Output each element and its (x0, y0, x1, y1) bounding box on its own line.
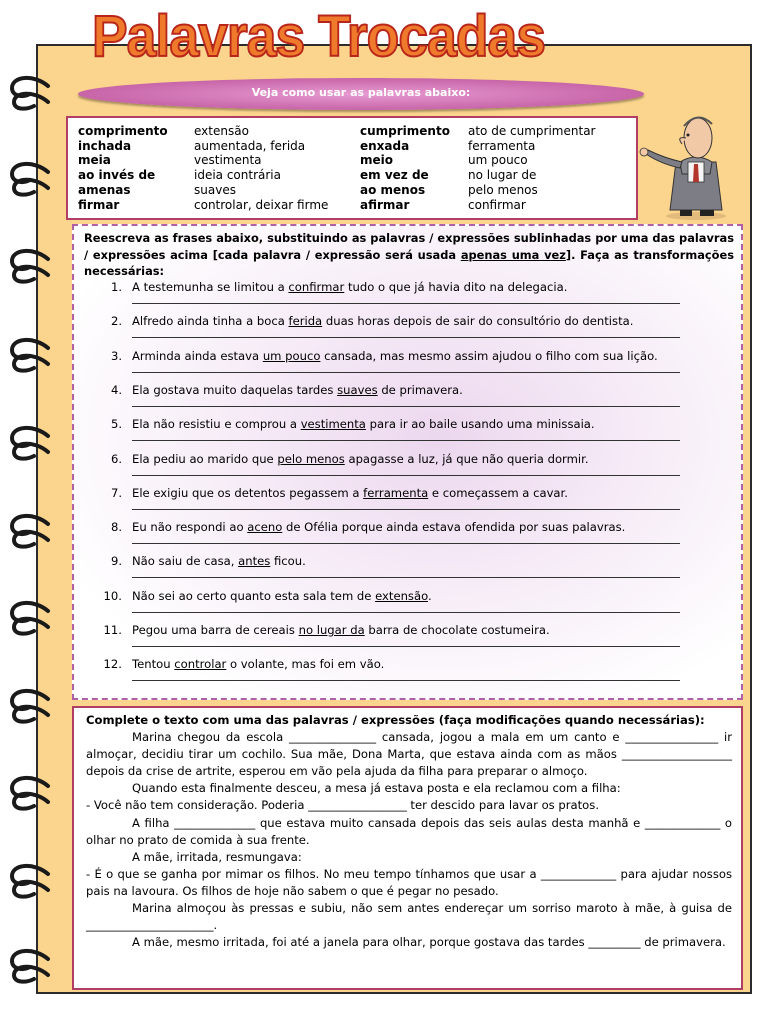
answer-line[interactable] (132, 612, 680, 613)
answer-line[interactable] (132, 337, 680, 338)
underlined-word: confirmar (288, 280, 345, 294)
spiral-ring (4, 860, 60, 900)
answer-line[interactable] (132, 406, 680, 407)
vocab-entry: ao invés de (78, 168, 156, 183)
underlined-word: vestimenta (300, 417, 366, 432)
vocab-entry: inchada (78, 138, 132, 153)
sentence-item (74, 520, 745, 554)
vocab-col1-meanings (194, 124, 328, 212)
vocab-entry: suaves (194, 182, 236, 197)
item-number: 8. (110, 520, 122, 535)
underlined-word: pelo menos (277, 451, 345, 466)
sentence-item (74, 452, 745, 486)
vocab-entry: ato de cumprimentar (468, 124, 596, 138)
sentence-item (74, 486, 745, 520)
sentence-text: Não saiu de casa, antes ficou. (132, 554, 306, 569)
spiral-ring (4, 510, 60, 550)
fill-in-paragraph: Marina chegou da escola _______________ cansada, jogou a mala em um canto e ________________ ir almoçar, decidiu tirar um cochilo. Sua mãe, Dona Marta, que estava ainda com as mãos ___________________ depois da crise de artrite, esperou em vão pela ajuda da filha para preparar o almoço. (86, 730, 732, 779)
answer-line[interactable] (132, 680, 680, 681)
vocab-entry: vestimenta (194, 153, 262, 168)
vocab-entry: controlar, deixar firme (194, 197, 329, 212)
sentence-item (74, 417, 745, 451)
vocab-col2-words (360, 124, 450, 212)
item-number: 3. (110, 348, 122, 363)
fill-in-paragraph: A mãe, irritada, resmungava: (132, 849, 302, 864)
answer-line[interactable] (132, 509, 680, 510)
sentence-item (74, 657, 745, 691)
underlined-word: controlar (174, 657, 227, 672)
item-number: 6. (110, 451, 122, 466)
sentence-text: Ela gostava muito daquelas tardes suaves de primavera. (132, 382, 463, 397)
vocab-entry: afirmar (360, 197, 410, 212)
sentence-item (74, 554, 745, 588)
sentence-item (74, 349, 745, 383)
spiral-ring (4, 245, 60, 285)
page-title: Palavras Trocadas (92, 4, 546, 69)
vocab-entry: meio (360, 153, 393, 168)
answer-line[interactable] (132, 303, 680, 304)
fill-in-heading: Complete o texto com uma das palavras / expressões (faça modificações quando necessárias): (86, 713, 705, 727)
vocab-col1-words (78, 124, 168, 212)
vocab-entry: firmar (78, 197, 120, 212)
answer-line[interactable] (132, 543, 680, 544)
sentence-item (74, 623, 745, 657)
item-number: 1. (110, 280, 122, 294)
vocab-entry: extensão (194, 124, 249, 138)
sentence-item (74, 589, 745, 623)
sentence-item (74, 280, 745, 314)
fill-in-paragraph: - Você não tem consideração. Poderia _________________ ter descido para lavar os pratos. (86, 798, 599, 813)
item-number: 10. (103, 588, 122, 603)
item-number: 5. (110, 417, 122, 432)
vocab-entry: confirmar (468, 197, 526, 212)
spiral-ring (4, 422, 60, 462)
vocab-entry: meia (78, 153, 111, 168)
fill-in-paragraph: Quando esta finalmente desceu, a mesa já estava posta e ela reclamou com a filha: (132, 781, 621, 796)
sentence-item (74, 383, 745, 417)
spiral-ring (4, 945, 60, 985)
fill-in-paragraph: - É o que se ganha por mimar os filhos. No meu tempo tínhamos que usar a _____________ para ajudar nossos pais na lavoura. Os filhos de hoje não sabem o que é pegar no pesado. (86, 866, 732, 898)
sentence-text: Ele exigiu que os detentos pegassem a ferramenta e começassem a cavar. (132, 485, 568, 500)
vocab-entry: ferramenta (468, 138, 536, 153)
sentence-text: Alfredo ainda tinha a boca ferida duas horas depois de sair do consultório do dentista. (132, 314, 634, 329)
spiral-ring (4, 772, 60, 812)
answer-line[interactable] (132, 372, 680, 373)
spiral-ring (4, 597, 60, 637)
answer-line[interactable] (132, 577, 680, 578)
underlined-word: suaves (337, 382, 378, 397)
spiral-ring (4, 158, 60, 198)
sentence-text: Eu não respondi ao aceno de Ofélia porque ainda estava ofendida por suas palavras. (132, 520, 626, 535)
vocab-entry: ideia contrária (194, 168, 281, 183)
spiral-ring (4, 72, 60, 112)
vocab-entry: cumprimento (360, 124, 450, 138)
underlined-word: extensão (375, 588, 428, 603)
vocab-entry: amenas (78, 182, 131, 197)
item-number: 4. (110, 382, 122, 397)
spiral-ring (4, 334, 60, 374)
underlined-word: ferida (288, 314, 323, 329)
item-number: 11. (103, 623, 122, 637)
item-number: 9. (110, 554, 122, 569)
rewrite-exercise (72, 224, 743, 700)
underlined-word: um pouco (262, 348, 321, 363)
sentence-item (74, 314, 745, 348)
vocab-entry: um pouco (468, 153, 528, 168)
vocab-entry: comprimento (78, 124, 168, 138)
sentence-text: A testemunha se limitou a confirmar tudo o que já havia dito na delegacia. (132, 280, 568, 294)
answer-line[interactable] (132, 475, 680, 476)
vocab-entry: ao menos (360, 182, 426, 197)
item-number: 7. (110, 485, 122, 500)
spiral-ring (4, 685, 60, 725)
fill-in-text (86, 729, 732, 951)
underlined-word: ferramenta (363, 485, 429, 500)
fill-in-paragraph: Marina almoçou às pressas e subiu, não sem antes endereçar um sorriso maroto à mãe, à guisa de ______________________. (86, 901, 732, 933)
sentence-text: Pegou uma barra de cereais no lugar da barra de chocolate costumeira. (132, 623, 550, 637)
sentence-text: Tentou controlar o volante, mas foi em vão. (132, 657, 385, 672)
underlined-word: antes (238, 554, 271, 569)
sentence-text: Ela não resistiu e comprou a vestimenta para ir ao baile usando uma minissaia. (132, 417, 595, 432)
sentence-text: Arminda ainda estava um pouco cansada, mas mesmo assim ajudou o filho com sua lição. (132, 348, 658, 363)
vocab-entry: enxada (360, 138, 410, 153)
vocab-entry: em vez de (360, 168, 429, 183)
underlined-word: no lugar da (298, 623, 365, 637)
vocab-entry: no lugar de (468, 168, 537, 183)
sentence-text: Não sei ao certo quanto esta sala tem de extensão. (132, 588, 432, 603)
vocab-entry: aumentada, ferida (194, 138, 306, 153)
rewrite-instructions: Reescreva as frases abaixo, substituindo as palavras / expressões sublinhadas por uma das palavras / expressões acima [cada palavra / expressão será usada apenas uma vez]. Faça as transformações necessárias: (84, 231, 734, 278)
fill-in-paragraph: A filha ______________ que estava muito cansada depois das seis aulas desta manhã e _____________ o olhar no prato de comida à sua frente. (86, 815, 732, 847)
fill-in-paragraph: A mãe, mesmo irritada, foi até a janela para olhar, porque gostava das tardes _________ de primavera. (132, 935, 726, 950)
answer-line[interactable] (132, 646, 680, 647)
vocab-entry: pelo menos (468, 182, 538, 197)
instruction-banner: Veja como usar as palavras abaixo: (78, 78, 644, 110)
sentence-text: Ela pediu ao marido que pelo menos apagasse a luz, já que não queria dormir. (132, 451, 589, 466)
vocabulary-box (66, 116, 638, 220)
underlined-word: aceno (247, 520, 283, 535)
pointing-man-illustration (636, 92, 756, 222)
fill-in-exercise (72, 706, 743, 990)
answer-line[interactable] (132, 440, 680, 441)
item-number: 2. (110, 314, 122, 329)
item-number: 12. (103, 657, 122, 672)
vocab-col2-meanings (468, 124, 595, 212)
